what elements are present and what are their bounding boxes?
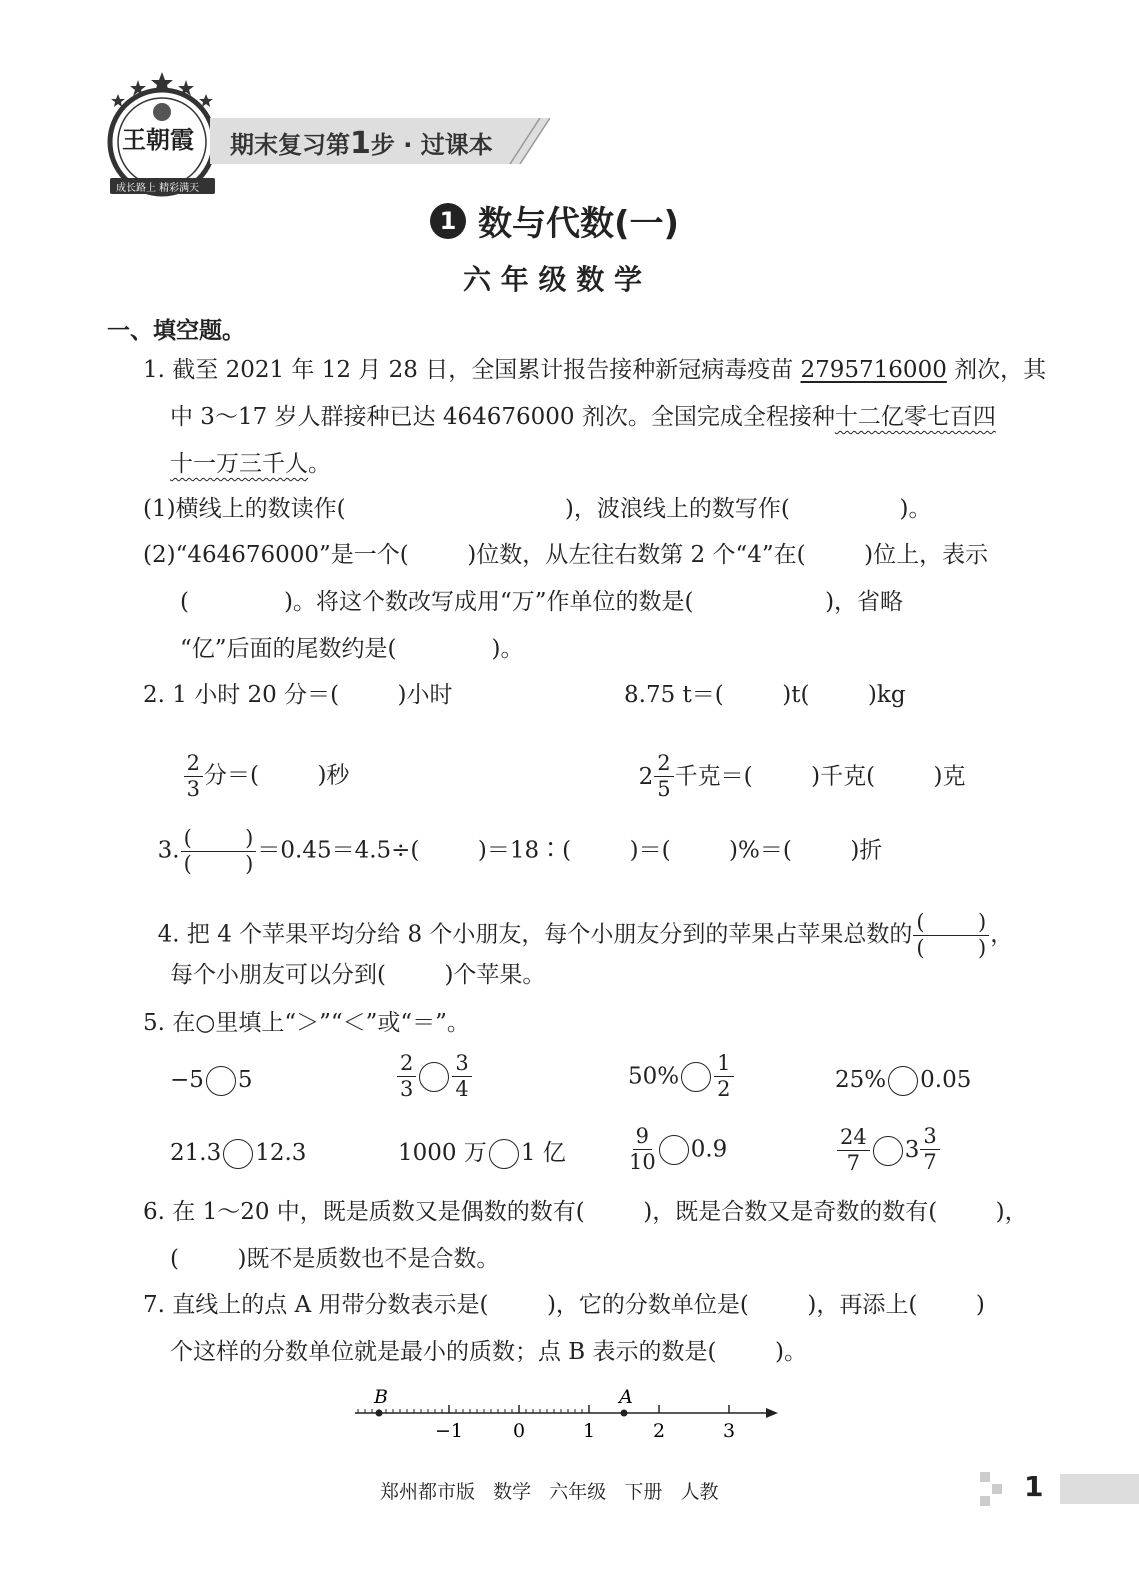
fraction: [654, 753, 673, 800]
q1-sub2-line1: (2)“464676000”是一个( )位数，从左往右数第 2 个“4”在( )位上，表示: [143, 542, 989, 568]
q5-item: [835, 1065, 971, 1096]
q2-a: 2. 1 小时 20 分＝( )小时: [143, 682, 453, 708]
q5-item: [628, 1126, 727, 1173]
compare-left: 1000 万: [398, 1140, 487, 1166]
q2-c: [168, 723, 349, 800]
number-line: [350, 1380, 790, 1450]
banner-text-pre: 期末复习第: [230, 131, 350, 159]
logo-motto: 成长路上 精彩满天: [116, 183, 200, 194]
fraction-denominator: 7: [846, 1151, 861, 1175]
tick-label: 2: [652, 1420, 666, 1442]
point-label: A: [619, 1386, 633, 1408]
compare-circle[interactable]: [659, 1135, 689, 1165]
q7-line1: 7. 直线上的点 A 用带分数表示是( )，它的分数单位是( )，再添上( ): [143, 1292, 985, 1318]
fraction-numerator: 2: [184, 753, 203, 777]
fraction-denominator: ( ): [916, 936, 987, 960]
tick-label: 1: [582, 1420, 596, 1442]
fraction-numerator: 2: [654, 753, 673, 777]
fraction-numerator: 3: [452, 1053, 471, 1077]
q1-sub2-line2: ( )。将这个数改写成用“万”作单位的数是( )，省略: [180, 589, 904, 615]
fraction-numerator: ( ): [181, 828, 257, 852]
blank-fraction: [181, 828, 257, 875]
fraction: [184, 753, 203, 800]
logo: [100, 70, 225, 200]
q5-title: 5. 在○里填上“＞”“＜”或“＝”。: [143, 1010, 470, 1036]
compare-circle[interactable]: [206, 1066, 236, 1096]
point-b: [376, 1410, 383, 1417]
compare-right: 5: [237, 1067, 253, 1093]
blank-fraction: [913, 912, 989, 959]
q7-line2: 个这样的分数单位就是最小的质数；点 B 表示的数是( )。: [170, 1339, 807, 1365]
q4-comma: ，: [990, 921, 1014, 948]
fraction-denominator: 4: [455, 1077, 469, 1101]
point-a: [621, 1410, 628, 1417]
mixed-whole: 3: [904, 1136, 920, 1163]
q3-text: ＝0.45＝4.5÷( )＝18∶( )＝( )%＝( )折: [257, 837, 883, 864]
page-subtitle: 六 年 级 数 学: [463, 263, 642, 296]
q4-text-a: 4. 把 4 个苹果平均分给 8 个小朋友，每个小朋友分到的苹果占苹果总数的: [157, 921, 913, 948]
compare-circle[interactable]: [419, 1062, 449, 1092]
axis-arrow: [766, 1408, 778, 1418]
q1-sub1: (1)横线上的数读作( )，波浪线上的数写作( )。: [143, 496, 932, 522]
compare-circle[interactable]: [873, 1136, 903, 1166]
q1-line3: [170, 449, 331, 479]
q1-text-b: 剂次，其: [946, 357, 1047, 383]
q5-item: [398, 1138, 566, 1169]
banner-step-number: 1: [350, 126, 371, 161]
banner-text-post: 步 · 过课本: [370, 131, 493, 159]
footer-info: 郑州都市版 数学 六年级 下册 人教: [380, 1481, 719, 1503]
q3: [143, 798, 882, 875]
mixed-whole: 2: [638, 763, 654, 790]
fraction-numerator: 24: [837, 1127, 870, 1151]
fraction-denominator: 7: [923, 1150, 937, 1174]
q5-item: [170, 1065, 253, 1096]
q1-line1: [143, 355, 1046, 385]
q5-item: [628, 1053, 735, 1100]
footer-bar: [1060, 1474, 1139, 1504]
unit-number-badge: 1: [430, 203, 466, 239]
q1-wavy-text-b: 十一万三千人: [170, 451, 308, 477]
q1-wavy-text-a: 十二亿零七百四: [834, 404, 996, 430]
compare-circle[interactable]: [223, 1139, 253, 1169]
fraction-denominator: ( ): [183, 852, 254, 876]
fraction-denominator: 3: [400, 1077, 414, 1101]
chapter-banner: [210, 118, 550, 164]
q2-c-text: 分＝( )秒: [204, 762, 350, 789]
tick-label: 3: [722, 1420, 736, 1442]
fraction-numerator: ( ): [913, 912, 989, 936]
q5-item: [170, 1138, 306, 1169]
compare-left: 50%: [628, 1063, 680, 1090]
unit-title: [430, 196, 679, 245]
compare-circle[interactable]: [888, 1066, 918, 1096]
compare-right: 0.05: [920, 1067, 972, 1093]
fraction-numerator: 9: [633, 1126, 652, 1150]
fraction-numerator: 1: [714, 1053, 733, 1077]
compare-circle[interactable]: [489, 1139, 519, 1169]
compare-right: 1 亿: [520, 1140, 566, 1166]
compare-right: 0.9: [690, 1136, 728, 1163]
fraction: [837, 1127, 870, 1174]
q1-text-a: 1. 截至 2021 年 12 月 28 日，全国累计报告接种新冠病毒疫苗: [143, 357, 801, 383]
q4-line2: 每个小朋友可以分到( )个苹果。: [170, 962, 546, 988]
logo-name: 王朝霞: [122, 125, 194, 154]
q2-b: 8.75 t＝( )t( )kg: [624, 682, 906, 708]
tick-label: −1: [434, 1420, 464, 1442]
fraction: [920, 1126, 939, 1173]
q6-line2: ( )既不是质数也不是合数。: [170, 1246, 500, 1272]
q5-item: [396, 1053, 473, 1100]
compare-left: −5: [170, 1067, 204, 1093]
section-heading: 一、填空题。: [107, 318, 245, 344]
footer-deco: [980, 1472, 1020, 1506]
compare-left: 21.3: [170, 1140, 222, 1166]
q1-line2: [170, 402, 996, 432]
q3-number: 3.: [157, 837, 180, 864]
q5-item: [836, 1126, 941, 1174]
q6-line1: 6. 在 1～20 中，既是质数又是偶数的数有( )，既是合数又是奇数的数有( )，: [143, 1199, 1028, 1225]
page-number: 1: [1024, 1470, 1044, 1503]
tick-label: 0: [512, 1420, 526, 1442]
fraction-denominator: 3: [186, 777, 200, 801]
compare-left: 25%: [835, 1067, 887, 1093]
q1-text-c: 中 3～17 岁人群接种已达 464676000 剂次。全国完成全程接种: [170, 404, 835, 430]
fraction-denominator: 5: [657, 777, 671, 801]
q1-underlined-number: 2795716000: [800, 357, 947, 383]
q1-period: 。: [308, 451, 331, 477]
compare-right: 12.3: [255, 1140, 307, 1166]
point-label: B: [374, 1386, 388, 1408]
unit-title-text: 数与代数(一): [478, 204, 680, 244]
fraction: [714, 1053, 733, 1100]
fraction-numerator: 3: [920, 1126, 939, 1150]
fraction-denominator: 10: [629, 1150, 656, 1174]
compare-circle[interactable]: [681, 1062, 711, 1092]
q2-d: [624, 723, 966, 800]
fraction: [452, 1053, 471, 1100]
fraction: [397, 1053, 416, 1100]
fraction-numerator: 2: [397, 1053, 416, 1077]
fraction: [629, 1126, 656, 1173]
q2-d-text: 千克＝( )千克( )克: [674, 763, 966, 790]
q1-sub2-line3: “亿”后面的尾数约是( )。: [180, 636, 524, 662]
fraction-denominator: 2: [717, 1077, 731, 1101]
q4-line1: [143, 882, 1013, 959]
